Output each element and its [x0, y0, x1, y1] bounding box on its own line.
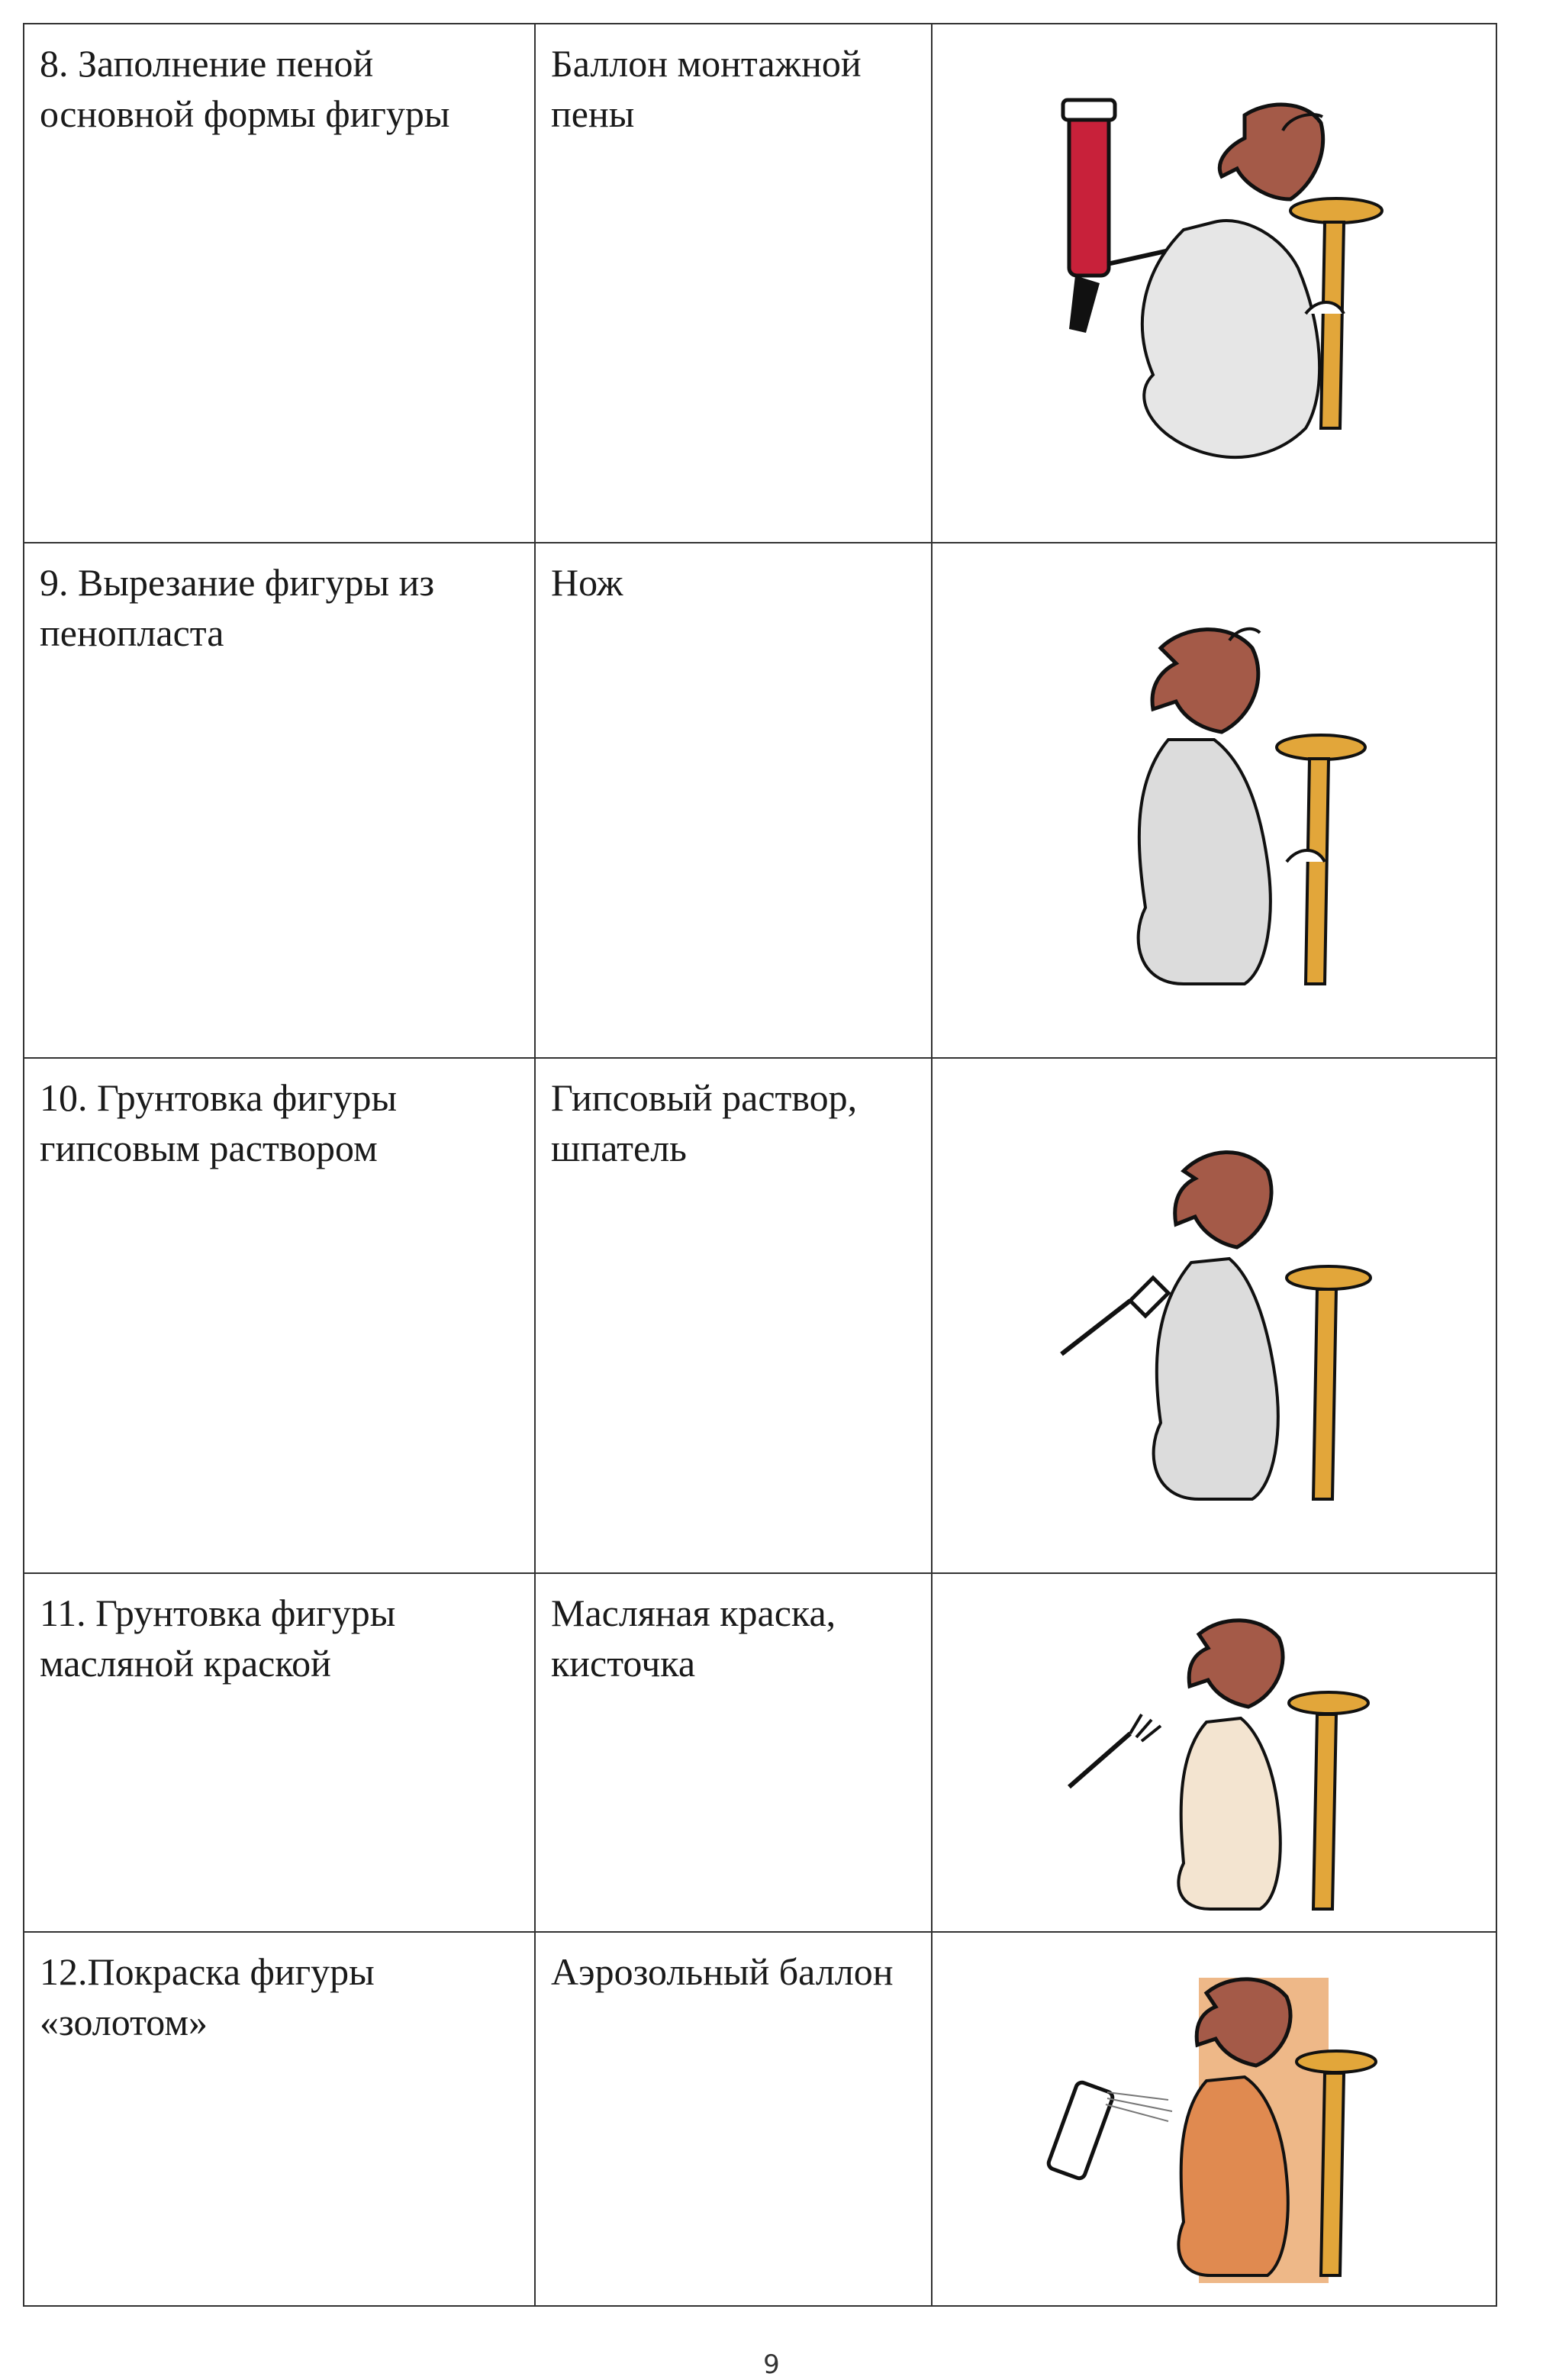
- process-table: [23, 23, 1497, 2307]
- tool-cell: Масляная краска, кисточка: [535, 1573, 932, 1932]
- illustration-cell: [932, 24, 1496, 543]
- page-number: 9: [763, 2349, 780, 2380]
- step-cell: 10. Грунтовка фигуры гипсовым раствором: [24, 1058, 535, 1573]
- table-row: [24, 1932, 1496, 2306]
- tool-cell: Баллон монтажной пены: [535, 24, 932, 543]
- dog-statue-foam-filling-icon: [1016, 69, 1413, 497]
- step-cell: 12.Покраска фигуры «золотом»: [24, 1932, 535, 2306]
- table-row: [24, 1573, 1496, 1932]
- tool-cell: Аэрозольный баллон: [535, 1932, 932, 2306]
- dog-statue-gold-spray-icon: [1016, 1947, 1413, 2291]
- step-cell: 8. Заполнение пеной основной формы фигуры: [24, 24, 535, 543]
- table-row: [24, 1058, 1496, 1573]
- dog-statue-carving-icon: [1016, 587, 1413, 1014]
- table-row: [24, 24, 1496, 543]
- dog-statue-plaster-icon: [1016, 1102, 1413, 1530]
- table-row: [24, 543, 1496, 1058]
- illustration-cell: [932, 1573, 1496, 1932]
- tool-cell: Нож: [535, 543, 932, 1058]
- step-cell: 11. Грунтовка фигуры масляной краской: [24, 1573, 535, 1932]
- illustration-cell: [932, 1058, 1496, 1573]
- illustration-cell: [932, 543, 1496, 1058]
- dog-statue-oil-paint-icon: [1016, 1588, 1413, 1917]
- step-cell: 9. Вырезание фигуры из пенопласта: [24, 543, 535, 1058]
- tool-cell: Гипсовый раствор, шпатель: [535, 1058, 932, 1573]
- illustration-cell: [932, 1932, 1496, 2306]
